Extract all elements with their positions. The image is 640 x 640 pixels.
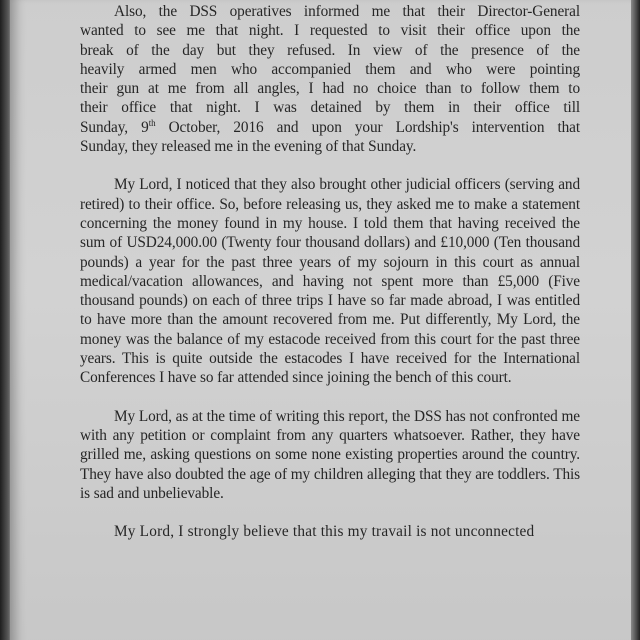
line: wanted to see me that night. I requested to visit their office upon the [80, 22, 580, 40]
line: Also, the DSS operatives informed me that their Director-General [114, 3, 580, 20]
paragraph-statement: My Lord, I noticed that they also brought other judicial officers (serving and retired) to their office. So, before releasing us, they asked me to make a statement concerning the money found in my house. I told them that having received the sum of USD24,000.00 (Twenty four thousand dollars) and £10,000 (Ten thousand pounds) a year for the past three years of my sojourn in this court as annual medical/vacation allowances, and having not spent more than £5,000 (Five thousand pounds) on each of three trips I have so far made abroad, I was entitled to have more than the amount recovered from me. Put differently, My Lord, the money was the balance of my estacode received from this court for the past three years. This is quite outside the estacodes I have received for the International Conferences I have so far attended since joining the bench of this court. [80, 176, 580, 387]
letter-body [80, 2, 580, 560]
photo-right-edge [631, 0, 640, 640]
date-suffix: October, 2016 and upon your Lordship's intervention that [155, 118, 581, 136]
paragraph-detention [80, 2, 580, 156]
paragraph-confrontation: My Lord, as at the time of writing this report, the DSS has not confronted me with any petition or complaint from any quarters whatsoever. Rather, they have grilled me, asking questions on some none existing properties around the country. They have also doubted the age of my children alleging that they are toddlers. This is sad and unbelievable. [80, 407, 580, 502]
line: their office that night. I was detained by them in their office till [80, 99, 580, 117]
date-prefix: Sunday, 9 [80, 118, 149, 136]
date-superscript: th [148, 117, 156, 128]
line: break of the day but they refused. In view of the presence of the [80, 41, 580, 59]
line: Sunday, they released me in the evening of that Sunday. [80, 138, 417, 156]
paragraph-travail: My Lord, I strongly believe that this my travail is not unconnected [114, 523, 535, 541]
line-with-date [80, 118, 580, 137]
letter-page [10, 0, 640, 640]
line: their gun at me from all angles, I had no choice than to follow them to [80, 80, 580, 98]
line: heavily armed men who accompanied them and who were pointing [80, 60, 580, 78]
